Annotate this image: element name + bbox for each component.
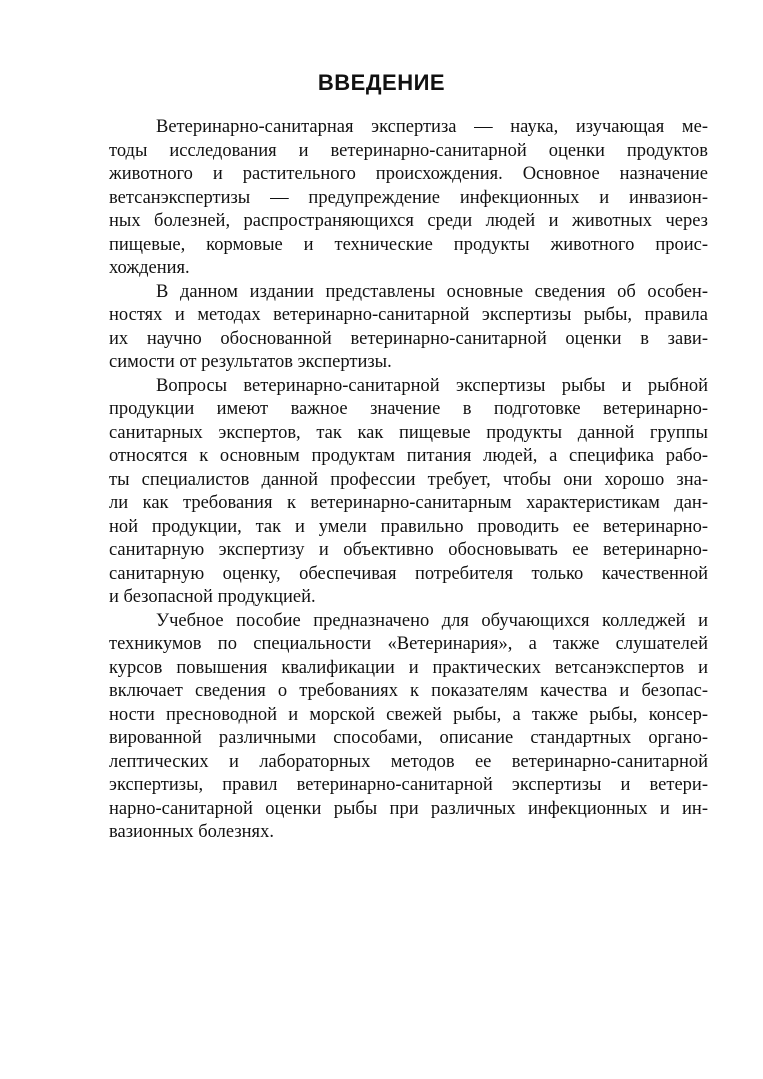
text-line: ты специалистов данной профессии требует, чтобы они хорошо зна- [109, 469, 708, 490]
text-line: включает сведения о требованиях к показателям качества и безопас- [109, 681, 708, 701]
paragraph [109, 610, 708, 845]
text-line: пищевые, кормовые и технические продукты животного проис- [109, 234, 708, 255]
text-line: относятся к основным продуктам питания людей, а специфика рабо- [109, 446, 708, 466]
text-line: В данном издании представлены основные сведения об особен- [156, 281, 708, 302]
text-line: их научно обоснованной ветеринарно-санитарной оценки в зави- [109, 328, 708, 349]
text-line: ли как требования к ветеринарно-санитарным характеристикам дан- [109, 493, 708, 513]
text-line: санитарную экспертизу и объективно обосновывать ее ветеринарно- [109, 540, 708, 560]
text-line: Учебное пособие предназначено для обучающихся колледжей и [156, 610, 708, 631]
text-line: ных болезней, распространяющихся среди людей и животных через [109, 211, 708, 231]
text-line: симости от результатов экспертизы. [109, 352, 392, 372]
text-line: ветсанэкспертизы — предупреждение инфекционных и инвазион- [109, 187, 708, 208]
text-line: экспертизы, правил ветеринарно-санитарной экспертизы и ветери- [109, 775, 708, 795]
paragraph [109, 116, 708, 281]
body-text [109, 116, 708, 845]
paragraph [109, 375, 708, 610]
text-line: продукции имеют важное значение в подготовке ветеринарно- [109, 399, 708, 419]
text-line: ности пресноводной и морской свежей рыбы, а также рыбы, консер- [109, 704, 708, 725]
text-line: нарно-санитарной оценки рыбы при различных инфекционных и ин- [109, 798, 708, 819]
text-line: ной продукции, так и умели правильно проводить ее ветеринарно- [109, 516, 708, 537]
text-line: ностях и методах ветеринарно-санитарной экспертизы рыбы, правила [109, 305, 708, 325]
text-line: вированной различными способами, описание стандартных органо- [109, 728, 708, 748]
text-line: и безопасной продукцией. [109, 587, 316, 607]
text-line: Вопросы ветеринарно-санитарной экспертизы рыбы и рыбной [156, 375, 708, 396]
text-line: вазионных болезнях. [109, 822, 274, 842]
text-line: хождения. [109, 258, 190, 278]
paragraph [109, 281, 708, 375]
text-line: санитарных экспертов, так как пищевые продукты данной группы [109, 422, 708, 443]
text-line: лептических и лабораторных методов ее ветеринарно-санитарной [109, 751, 708, 772]
text-line: техникумов по специальности «Ветеринария», а также слушателей [109, 634, 708, 654]
text-line: санитарную оценку, обеспечивая потребителя только качественной [109, 563, 708, 584]
text-line: курсов повышения квалификации и практических ветсанэкспертов и [109, 657, 708, 678]
text-line: Ветеринарно-санитарная экспертиза — наука, изучающая ме- [156, 117, 708, 137]
page-title: ВВЕДЕНИЕ [317, 70, 446, 95]
text-line: животного и растительного происхождения. Основное назначение [109, 164, 708, 184]
text-line: тоды исследования и ветеринарно-санитарной оценки продуктов [109, 140, 708, 161]
